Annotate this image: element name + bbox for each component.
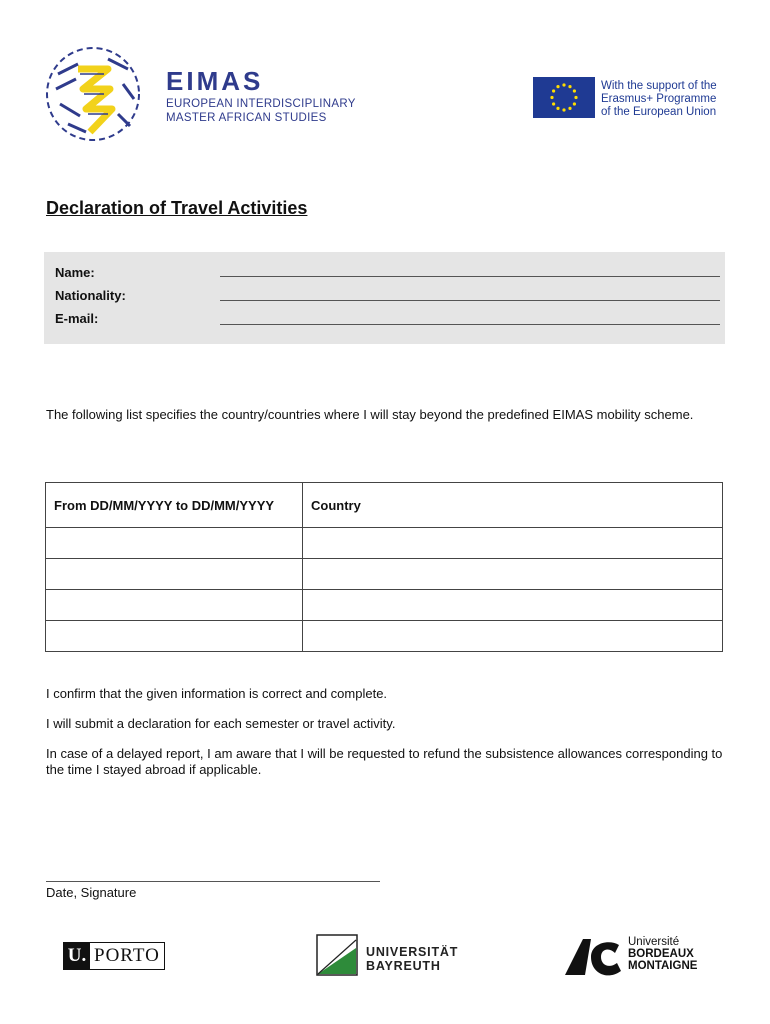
eimas-logo-icon bbox=[38, 44, 154, 144]
eimas-subtitle-1: EUROPEAN INTERDISCIPLINARY bbox=[166, 98, 356, 110]
page-title: Declaration of Travel Activities bbox=[46, 198, 308, 218]
bordeaux-logo-text-2: BORDEAUX bbox=[628, 948, 694, 960]
date-range-cell[interactable] bbox=[46, 528, 303, 559]
table-header-row bbox=[46, 483, 723, 528]
date-range-cell[interactable] bbox=[46, 621, 303, 652]
bordeaux-logo-text-3: MONTAIGNE bbox=[628, 960, 698, 972]
signature-label: Date, Signature bbox=[46, 885, 137, 900]
column-header-dates: From DD/MM/YYYY to DD/MM/YYYY bbox=[46, 483, 303, 528]
table-row bbox=[46, 621, 723, 652]
uporto-logo bbox=[63, 942, 165, 970]
table-row bbox=[46, 590, 723, 621]
statement-submit: I will submit a declaration for each semester or travel activity. bbox=[46, 716, 396, 731]
uporto-logo-text: PORTO bbox=[94, 945, 160, 966]
bordeaux-logo-text-1: Université bbox=[628, 936, 680, 948]
name-field[interactable] bbox=[220, 276, 720, 277]
eimas-subtitle-2: MASTER AFRICAN STUDIES bbox=[166, 112, 327, 124]
bayreuth-logo-text-1: UNIVERSITÄT bbox=[366, 945, 459, 959]
eu-support-line-1: With the support of the bbox=[601, 80, 717, 92]
uporto-logo-mark: U. bbox=[64, 943, 90, 969]
country-cell[interactable] bbox=[303, 590, 723, 621]
personal-info-box bbox=[44, 252, 725, 344]
date-range-cell[interactable] bbox=[46, 590, 303, 621]
intro-text: The following list specifies the country/countries where I will stay beyond the predefined EIMAS mobility scheme. bbox=[46, 407, 694, 422]
travel-table bbox=[45, 482, 723, 652]
table-row bbox=[46, 528, 723, 559]
country-cell[interactable] bbox=[303, 528, 723, 559]
bayreuth-logo-icon bbox=[316, 934, 358, 976]
eu-support-line-2: Erasmus+ Programme bbox=[601, 93, 717, 105]
bayreuth-logo-text-2: BAYREUTH bbox=[366, 959, 441, 973]
column-header-country: Country bbox=[303, 483, 723, 528]
statement-confirm: I confirm that the given information is correct and complete. bbox=[46, 686, 388, 701]
bordeaux-logo-icon bbox=[563, 935, 625, 977]
eimas-logo-text: EIMAS bbox=[166, 66, 264, 96]
nationality-label: Nationality: bbox=[55, 288, 126, 303]
email-field[interactable] bbox=[220, 324, 720, 325]
email-label: E-mail: bbox=[55, 311, 99, 326]
table-row bbox=[46, 559, 723, 590]
eu-support-line-3: of the European Union bbox=[601, 106, 717, 118]
nationality-field[interactable] bbox=[220, 300, 720, 301]
name-label: Name: bbox=[55, 265, 95, 280]
country-cell[interactable] bbox=[303, 621, 723, 652]
eu-flag-icon bbox=[533, 77, 595, 118]
signature-line[interactable] bbox=[46, 881, 380, 882]
date-range-cell[interactable] bbox=[46, 559, 303, 590]
country-cell[interactable] bbox=[303, 559, 723, 590]
statement-refund: In case of a delayed report, I am aware that I will be requested to refund the subsistence allowances corresponding to the time I stayed abroad if applicable. bbox=[46, 746, 723, 777]
